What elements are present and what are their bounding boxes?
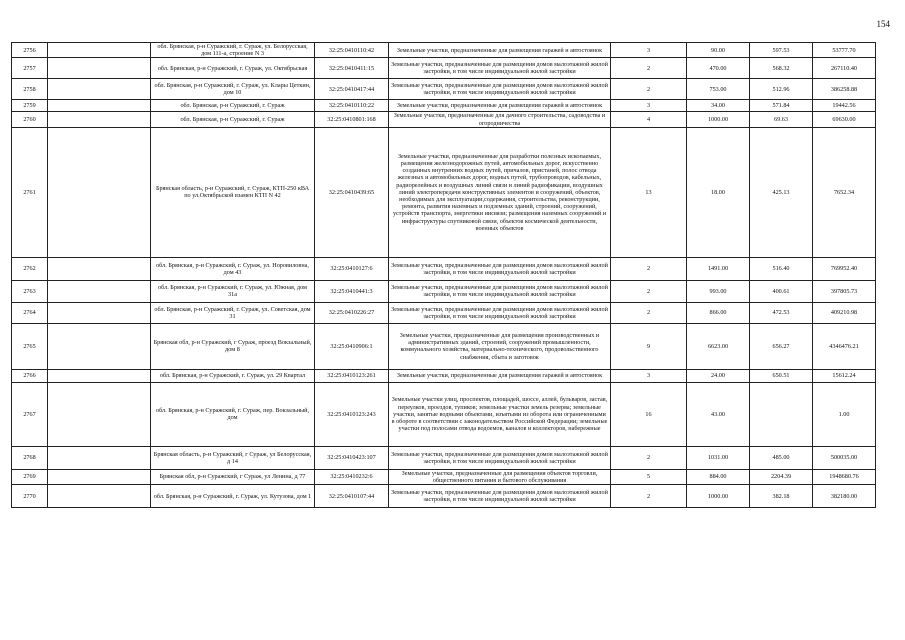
cell-group: 2 xyxy=(611,485,687,508)
cell-purpose: Земельные участки, предназначенные для дачного строительства, садоводства и огородничества xyxy=(389,112,611,127)
cell-cadastral-value: 53777.70 xyxy=(813,43,876,58)
cell-number: 2760 xyxy=(12,112,48,127)
cell-area: 993.00 xyxy=(687,280,750,302)
cell-cadastral-value: 386258.88 xyxy=(813,79,876,100)
cell-spacer xyxy=(48,446,151,469)
cell-cadastral-value: 4346476.21 xyxy=(813,323,876,369)
cell-cadastral-value: 1.00 xyxy=(813,382,876,446)
cell-group: 2 xyxy=(611,58,687,79)
cell-cadastral-value: 15612.24 xyxy=(813,369,876,382)
cell-number: 2759 xyxy=(12,100,48,112)
table-row xyxy=(12,100,876,112)
cell-number: 2763 xyxy=(12,280,48,302)
table-row xyxy=(12,257,876,280)
cell-cadastral-value: 1948680.76 xyxy=(813,469,876,484)
cell-address: обл. Брянская, р-н Суражский, г. Сураж, ул. Советская, дом 31 xyxy=(151,302,315,323)
cell-address: обл. Брянская, р-н Суражский, г. Сураж, ул. Октябрьская xyxy=(151,58,315,79)
cell-address: Брянская обл, р-н Суражский, г Сураж, ул Ленина, д 77 xyxy=(151,469,315,484)
cell-purpose: Земельные участки, предназначенные для размещения гаражей и автостоянок xyxy=(389,43,611,58)
cell-spacer xyxy=(48,323,151,369)
cell-purpose: Земельные участки, предназначенные для разработки полезных ископаемых, размещения железнодорожных путей, автомобильных дорог, искусственно созданных внутренних водных путей, причалов, пристаней, полос отвода железных и автомобильных дорог, водных путей, трубопроводов, кабельных, радиорелейных и воздушных линий связи и линий радиофикации, воздушных линий электропередачи конструктивных элементов и сооружений, объектов, необходимых для эксплуатации,содержания, строительства, реконструкции, ремонта, развития наземных и подземных зданий, строений, сооружений, устройств транспорта, энергетики иисвязи; размещения наземных сооружений и инфраструктуры спутниковой связи, объектов космической деятельности, военных объектов xyxy=(389,127,611,257)
cell-cadastral-value: 267110.40 xyxy=(813,58,876,79)
cell-area: 753.00 xyxy=(687,79,750,100)
cell-area: 18.00 xyxy=(687,127,750,257)
cell-area: 1491.00 xyxy=(687,257,750,280)
cell-purpose: Земельные участки, предназначенные для размещения домов малоэтажной жилой застройки, в том числе индивидуальной жилой застройки xyxy=(389,446,611,469)
table-row xyxy=(12,323,876,369)
cell-group: 5 xyxy=(611,469,687,484)
cell-cadastral-number: 32:25:0410906:1 xyxy=(315,323,389,369)
cell-specific-value: 382.18 xyxy=(750,485,813,508)
cell-number: 2756 xyxy=(12,43,48,58)
cell-specific-value: 2204.39 xyxy=(750,469,813,484)
cell-group: 3 xyxy=(611,100,687,112)
cell-purpose: Земельные участки, предназначенные для размещения домов малоэтажной жилой застройки, в том числе индивидуальной жилой застройки xyxy=(389,280,611,302)
cell-area: 1000.00 xyxy=(687,485,750,508)
cell-specific-value: 69.63 xyxy=(750,112,813,127)
cell-specific-value: 425.13 xyxy=(750,127,813,257)
table-row xyxy=(12,382,876,446)
cell-specific-value: 571.84 xyxy=(750,100,813,112)
cell-cadastral-number: 32:25:0410441:3 xyxy=(315,280,389,302)
cell-specific-value: 568.32 xyxy=(750,58,813,79)
cell-group: 3 xyxy=(611,369,687,382)
table-row xyxy=(12,58,876,79)
cell-group: 9 xyxy=(611,323,687,369)
cell-area: 34.00 xyxy=(687,100,750,112)
cell-cadastral-value: 409210.98 xyxy=(813,302,876,323)
cell-cadastral-number: 32:25:0410127:6 xyxy=(315,257,389,280)
cell-address: обл. Брянская, р-н Суражский, г. Сураж xyxy=(151,100,315,112)
cell-spacer xyxy=(48,280,151,302)
cell-cadastral-number: 32:25:0410107:44 xyxy=(315,485,389,508)
cell-cadastral-value: 69630.00 xyxy=(813,112,876,127)
cell-purpose: Земельные участки улиц, проспектов, площадей, шоссе, аллей, бульваров, застав, переулков, проездов, тупиков; земельные участки земель резерва; земельные участки, занятые водными объектами, изъятыми из оборота или ограниченными в обороте в соответствии с законодательством Российской Федерации; земельные участки под полосами отвода водоемов, каналов и коллекторов, набережные xyxy=(389,382,611,446)
cell-cadastral-value: 769952.40 xyxy=(813,257,876,280)
cell-cadastral-number: 32:25:0410423:107 xyxy=(315,446,389,469)
cell-address: Брянская область, р-н Суражский, г. Сураж, КТП-250 кВА по ул.Октябрьской взамен КТП N 42 xyxy=(151,127,315,257)
cell-group: 2 xyxy=(611,446,687,469)
cell-purpose: Земельные участки, предназначенные для размещения домов малоэтажной жилой застройки, в том числе индивидуальной жилой застройки xyxy=(389,302,611,323)
table-row xyxy=(12,469,876,484)
cell-cadastral-value: 7652.34 xyxy=(813,127,876,257)
table-row xyxy=(12,485,876,508)
cell-specific-value: 472.53 xyxy=(750,302,813,323)
cell-specific-value: 485.00 xyxy=(750,446,813,469)
cell-purpose: Земельные участки, предназначенные для размещения домов малоэтажной жилой застройки, в том числе индивидуальной жилой застройки xyxy=(389,58,611,79)
cell-cadastral-number: 32:25:0410801:168 xyxy=(315,112,389,127)
table-row xyxy=(12,112,876,127)
cell-specific-value: 400.61 xyxy=(750,280,813,302)
cell-specific-value: 656.27 xyxy=(750,323,813,369)
cell-number: 2765 xyxy=(12,323,48,369)
cell-number: 2757 xyxy=(12,58,48,79)
cell-group: 2 xyxy=(611,302,687,323)
cell-area: 6623.00 xyxy=(687,323,750,369)
cell-area: 470.00 xyxy=(687,58,750,79)
cell-address: Брянская обл, р-н Суражский, г Сураж, проезд Вокзальный, дом 8 xyxy=(151,323,315,369)
cell-cadastral-number: 32:25:0410232:6 xyxy=(315,469,389,484)
cell-group: 2 xyxy=(611,280,687,302)
cell-cadastral-value: 19442.56 xyxy=(813,100,876,112)
cell-group: 2 xyxy=(611,79,687,100)
cell-cadastral-number: 32:25:0410110:22 xyxy=(315,100,389,112)
table-row xyxy=(12,446,876,469)
table-row xyxy=(12,127,876,257)
cell-spacer xyxy=(48,43,151,58)
cell-spacer xyxy=(48,79,151,100)
cell-number: 2761 xyxy=(12,127,48,257)
cell-cadastral-number: 32:25:0410439:65 xyxy=(315,127,389,257)
cell-cadastral-number: 32:25:0410411:15 xyxy=(315,58,389,79)
cell-purpose: Земельные участки, предназначенные для размещения гаражей и автостоянок xyxy=(389,100,611,112)
cell-address: обл. Брянская, р-н Суражский, г. Сураж, ул. 29 Квартал xyxy=(151,369,315,382)
cell-group: 13 xyxy=(611,127,687,257)
cell-area: 90.00 xyxy=(687,43,750,58)
cell-cadastral-value: 382180.00 xyxy=(813,485,876,508)
cell-area: 884.00 xyxy=(687,469,750,484)
cell-cadastral-number: 32:25:0410226:27 xyxy=(315,302,389,323)
cell-specific-value xyxy=(750,382,813,446)
cell-specific-value: 516.40 xyxy=(750,257,813,280)
cell-address: обл. Брянская, р-н Суражский, г. Сураж, ул. Кутузова, дом 1 xyxy=(151,485,315,508)
cell-purpose: Земельные участки, предназначенные для размещения домов малоэтажной жилой застройки, в том числе индивидуальной жилой застройки xyxy=(389,485,611,508)
cell-purpose: Земельные участки, предназначенные для размещения гаражей и автостоянок xyxy=(389,369,611,382)
cell-group: 3 xyxy=(611,43,687,58)
cell-address: обл. Брянская, р-н Суражский, г. Сураж, ул. Норовиловна, дом 43 xyxy=(151,257,315,280)
cell-cadastral-number: 32:25:0410417:44 xyxy=(315,79,389,100)
table-row xyxy=(12,43,876,58)
cell-cadastral-number: 32:25:0410123:261 xyxy=(315,369,389,382)
page-number: 154 xyxy=(876,19,890,29)
cell-number: 2767 xyxy=(12,382,48,446)
cell-spacer xyxy=(48,112,151,127)
cell-number: 2762 xyxy=(12,257,48,280)
cell-area: 1000.00 xyxy=(687,112,750,127)
cell-number: 2770 xyxy=(12,485,48,508)
cell-number: 2766 xyxy=(12,369,48,382)
cell-address: обл. Брянская, р-н Суражский, г. Сураж xyxy=(151,112,315,127)
cell-address: обл. Брянская, р-н Суражский, г. Сураж, пер. Вокзальный, дом xyxy=(151,382,315,446)
cell-cadastral-value: 397805.73 xyxy=(813,280,876,302)
cell-number: 2769 xyxy=(12,469,48,484)
cell-group: 16 xyxy=(611,382,687,446)
cell-area: 43.00 xyxy=(687,382,750,446)
cell-specific-value: 512.96 xyxy=(750,79,813,100)
land-registry-table xyxy=(11,42,876,508)
cell-area: 866.00 xyxy=(687,302,750,323)
cell-purpose: Земельные участки, предназначенные для размещения домов малоэтажной жилой застройки, в том числе индивидуальной жилой застройки xyxy=(389,257,611,280)
cell-specific-value: 650.51 xyxy=(750,369,813,382)
cell-spacer xyxy=(48,100,151,112)
table-row xyxy=(12,79,876,100)
cell-cadastral-number: 32:25:0410123:243 xyxy=(315,382,389,446)
cell-purpose: Земельные участки, предназначенные для размещения объектов торговли, общественного питания и бытового обслуживания xyxy=(389,469,611,484)
cell-spacer xyxy=(48,369,151,382)
cell-spacer xyxy=(48,485,151,508)
cell-number: 2764 xyxy=(12,302,48,323)
cell-spacer xyxy=(48,469,151,484)
cell-area: 1031.00 xyxy=(687,446,750,469)
cell-number: 2758 xyxy=(12,79,48,100)
cell-spacer xyxy=(48,127,151,257)
cell-spacer xyxy=(48,382,151,446)
cell-address: обл. Брянская, р-н Суражский, г. Сураж, ул. Южная, дом 31а xyxy=(151,280,315,302)
cell-spacer xyxy=(48,257,151,280)
cell-spacer xyxy=(48,302,151,323)
table-row xyxy=(12,302,876,323)
table-row xyxy=(12,280,876,302)
cell-group: 2 xyxy=(611,257,687,280)
cell-group: 4 xyxy=(611,112,687,127)
cell-spacer xyxy=(48,58,151,79)
cell-address: Брянская область, р-н Суражский, г Сураж, ул Белорусская, д 14 xyxy=(151,446,315,469)
cell-specific-value: 597.53 xyxy=(750,43,813,58)
cell-purpose: Земельные участки, предназначенные для размещения производственных и административных зданий, строений, сооружений промышленности, коммунального хозяйства, материально-технического, продовольственного снабжения, сбыта и заготовок xyxy=(389,323,611,369)
cell-cadastral-number: 32:25:0410110:42 xyxy=(315,43,389,58)
cell-address: обл. Брянская, р-н Суражский, г. Сураж, ул. Белорусская, дом 111-а, строение N 3 xyxy=(151,43,315,58)
cell-address: обл. Брянская, р-н Суражский, г. Сураж, ул. Клары Цеткин, дом 10 xyxy=(151,79,315,100)
cell-cadastral-value: 500035.00 xyxy=(813,446,876,469)
table-row xyxy=(12,369,876,382)
cell-purpose: Земельные участки, предназначенные для размещения домов малоэтажной жилой застройки, в том числе индивидуальной жилой застройки xyxy=(389,79,611,100)
cell-number: 2768 xyxy=(12,446,48,469)
cell-area: 24.00 xyxy=(687,369,750,382)
